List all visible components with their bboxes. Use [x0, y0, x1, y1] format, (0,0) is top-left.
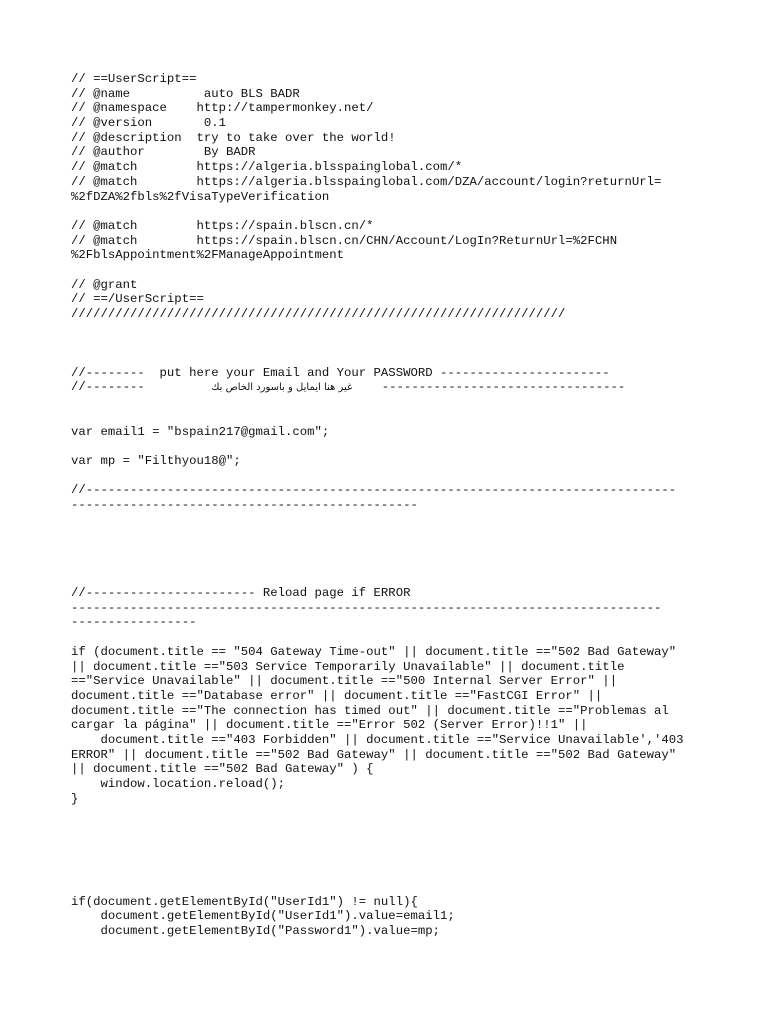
code-line	[71, 880, 711, 895]
code-line: %2FblsAppointment%2FManageAppointment	[71, 248, 345, 263]
code-line	[71, 439, 711, 454]
code-line: // @match https://spain.blscn.cn/CHN/Account/LogIn?ReturnUrl=%2FCHN	[71, 233, 618, 248]
code-line: // @match https://algeria.blsspainglobal.com/*	[71, 160, 463, 175]
code-line: // @name auto BLS BADR	[71, 86, 300, 101]
code-line	[71, 204, 711, 219]
code-line: cargar la página" || document.title =="Error 502 (Server Error)!!1" ||	[71, 718, 588, 733]
code-line: // ==UserScript==	[71, 72, 197, 86]
code-line	[71, 263, 711, 278]
code-line	[71, 395, 711, 410]
code-line	[71, 527, 711, 542]
code-line: // @grant	[71, 277, 138, 292]
arabic-line-suffix: ---------------------------------	[381, 380, 626, 395]
code-line: var mp = "Filthyou18@";	[71, 453, 241, 468]
code-line: // @description try to take over the world!	[71, 130, 396, 145]
code-line: -----------------------------------------------	[71, 497, 418, 512]
code-line	[71, 542, 711, 557]
code-line	[71, 322, 711, 337]
code-line: || document.title =="503 Service Temporarily Unavailable" || document.title	[71, 659, 625, 674]
code-line	[71, 850, 711, 865]
code-line	[71, 351, 711, 366]
code-line	[71, 571, 711, 586]
code-line: // @namespace http://tampermonkey.net/	[71, 101, 374, 116]
code-line: ///////////////////////////////////////////////////////////////////	[71, 307, 566, 321]
code-line: --------------------------------------------------------------------------------	[71, 600, 662, 615]
code-line: //-------- put here your Email and Your PASSWORD -----------------------	[71, 365, 610, 380]
code-line: document.title =="403 Forbidden" || document.title =="Service Unavailable','403	[71, 732, 684, 747]
code-line: %2fDZA%2fbls%2fVisaTypeVerification	[71, 189, 330, 204]
code-line	[71, 836, 711, 851]
code-line: if(document.getElementById("UserId1") != null){	[71, 894, 418, 909]
code-line	[71, 821, 711, 836]
code-line	[71, 336, 711, 351]
code-line: var email1 = "bspain217@gmail.com";	[71, 424, 330, 439]
userscript-code-block	[71, 72, 711, 939]
code-line: -----------------	[71, 615, 197, 630]
code-line: // @author By BADR	[71, 145, 256, 160]
code-line	[71, 513, 711, 528]
code-line: //----------------------- Reload page if ERROR	[71, 586, 411, 601]
code-line: }	[71, 791, 79, 806]
arabic-line-prefix: //--------	[71, 380, 145, 395]
arabic-instruction-text: غير هنا ايمايل و باسورد الخاص بك	[211, 382, 353, 394]
code-line: // @match https://spain.blscn.cn/*	[71, 218, 374, 233]
code-line: ERROR" || document.title =="502 Bad Gateway" || document.title =="502 Bad Gateway"	[71, 747, 677, 762]
code-line: //--------------------------------------------------------------------------------	[71, 483, 677, 498]
code-line	[71, 630, 711, 645]
code-line: document.getElementById("Password1").value=mp;	[71, 923, 440, 938]
code-line: if (document.title == "504 Gateway Time-out" || document.title =="502 Bad Gateway"	[71, 644, 677, 659]
code-line: || document.title =="502 Bad Gateway" ) {	[71, 762, 374, 777]
code-line: document.title =="The connection has timed out" || document.title =="Problemas al	[71, 703, 669, 718]
code-line	[71, 410, 711, 425]
code-line: // @match https://algeria.blsspainglobal.com/DZA/account/login?returnUrl=	[71, 174, 662, 189]
code-line	[71, 557, 711, 572]
code-line	[71, 806, 711, 821]
arabic-comment-line	[71, 380, 711, 395]
code-line: document.getElementById("UserId1").value=email1;	[71, 909, 455, 924]
code-line: // @version 0.1	[71, 116, 226, 131]
code-line: window.location.reload();	[71, 777, 286, 791]
code-line: =="Service Unavailable" || document.title =="500 Internal Server Error" ||	[71, 674, 618, 689]
code-line: document.title =="Database error" || document.title =="FastCGI Error" ||	[71, 688, 603, 703]
code-line	[71, 865, 711, 880]
code-line	[71, 469, 711, 484]
code-line: // ==/UserScript==	[71, 292, 204, 307]
